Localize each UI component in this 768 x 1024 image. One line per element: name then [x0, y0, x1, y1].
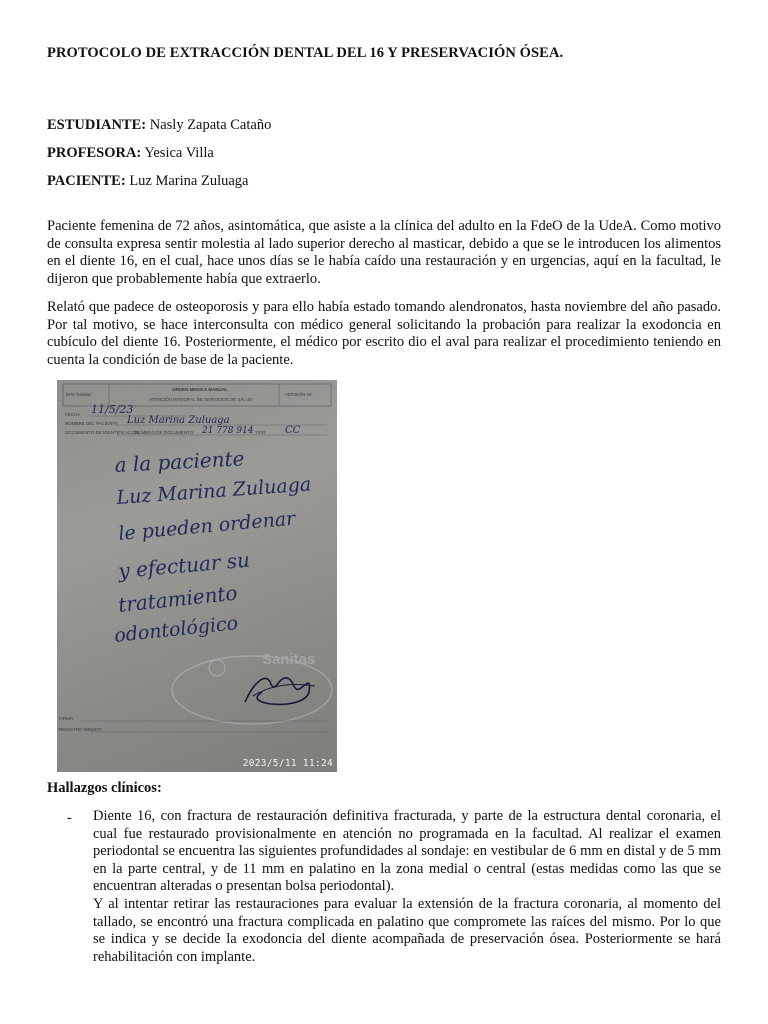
- hand-line-4: y efectuar su: [117, 547, 251, 583]
- hand-line-3: le pueden ordenar: [117, 507, 297, 545]
- findings-list-item: [93, 808, 721, 966]
- paragraph-intro: Paciente femenina de 72 años, asintomática, que asiste a la clínica del adulto en la FdeO de la UdeA. Como motivo de consulta expresa sentir molestia al lado superior derecho al masticar, debido a que se le introducen los alimentos en el diente 16, en el cual, hace unos días se le había caído una restauración y en urgencias, aquí en la facultad, le dijeron que probablemente había que extraerlo.: [47, 218, 721, 287]
- handwritten-note: [113, 446, 312, 647]
- hand-line-1: a la paciente: [114, 446, 245, 477]
- hand-document-number: 21 778 914: [202, 426, 254, 436]
- hand-line-5: tratamiento: [117, 580, 239, 617]
- hand-line-6: odontológico: [113, 612, 240, 647]
- field-nombre: NOMBRE DEL PACIENTE: [65, 421, 119, 426]
- field-firma: FIRMA: [59, 716, 73, 721]
- hand-patient-name: Luz Marina Zuluaga: [127, 415, 230, 426]
- faint-stamp: [172, 651, 332, 724]
- field-numero: NÚMERO DE DOCUMENTO: [135, 430, 194, 435]
- teacher-line: [47, 145, 214, 162]
- form-version: VERSIÓN 00: [285, 392, 312, 397]
- medical-order-photo: [57, 380, 337, 772]
- field-fecha: FECHA: [65, 412, 81, 417]
- paragraph-history: Relató que padece de osteoporosis y para ello había estado tomando alendronatos, hasta noviembre del año pasado. Por tal motivo, se hace interconsulta con médico general solicitando la probación para realizar la exodoncia en cubículo del diente 16. Posteriormente, el médico por escrito dio el aval para realizar el procedimiento teniendo en cuenta la condición de base de la paciente.: [47, 299, 721, 368]
- document-title: PROTOCOLO DE EXTRACCIÓN DENTAL DEL 16 Y PRESERVACIÓN ÓSEA.: [47, 45, 564, 61]
- form-title: ORDEN MEDICA MANUAL: [172, 387, 228, 392]
- student-name: Nasly Zapata Cataño: [149, 117, 272, 133]
- doctor-signature: [245, 678, 310, 705]
- student-line: [47, 117, 271, 134]
- field-registro: REGISTRO MÉDICO: [59, 727, 102, 732]
- stamp-watermark-text: Sanitas: [262, 651, 316, 668]
- form-subtitle: ATENCIÓN INTEGRAL DE SERVICIOS DE SALUD: [149, 397, 253, 402]
- findings-heading: Hallazgos clínicos:: [47, 780, 162, 796]
- findings-text-1: Diente 16, con fractura de restauración definitiva fracturada, y parte de la estructura dental coronaria, el cual fue restaurado provisionalmente en atención no programada en la facultad. Al realizar el examen periodontal se encuentra las siguientes profundidades al sondaje: en vestibular de 6 mm en distal y de 5 mm en la parte central, y de 11 mm en palatino en la zona medial o central (estas medidas como las que se encuentran alteradas o presentan bolsa periodontal).: [93, 808, 721, 895]
- field-documento: DOCUMENTO DE IDENTIFICACIÓN: [65, 430, 140, 435]
- patient-label: PACIENTE:: [47, 173, 126, 189]
- stamp-logo-mark: [209, 660, 225, 676]
- student-label: ESTUDIANTE:: [47, 117, 147, 133]
- patient-line: [47, 173, 248, 190]
- list-bullet-dash: -: [67, 810, 72, 826]
- photo-timestamp: 2023/5/11 11:24: [242, 758, 333, 769]
- hand-document-type: CC: [285, 425, 301, 436]
- medical-order-form: [57, 380, 337, 772]
- teacher-name: Yesica Villa: [144, 145, 214, 161]
- form-logo: EPS Sanitas: [66, 392, 92, 397]
- field-tipo: TIPO: [255, 430, 266, 435]
- hand-date: 11/5/23: [91, 403, 134, 416]
- doctor-signature-stroke: [253, 684, 315, 696]
- findings-text-2: Y al intentar retirar las restauraciones para evaluar la extensión de la fractura coronaria, al momento del tallado, se encontró una fractura complicada en palatino que compromete las raíces del mismo. Por lo que se indica y se decide la exodoncia del diente acompañada de preservación ósea. Posteriormente se hará rehabilitación con implante.: [93, 895, 721, 965]
- hand-line-2: Luz Marina Zuluaga: [115, 473, 312, 509]
- patient-name: Luz Marina Zuluaga: [129, 173, 249, 189]
- teacher-label: PROFESORA:: [47, 145, 142, 161]
